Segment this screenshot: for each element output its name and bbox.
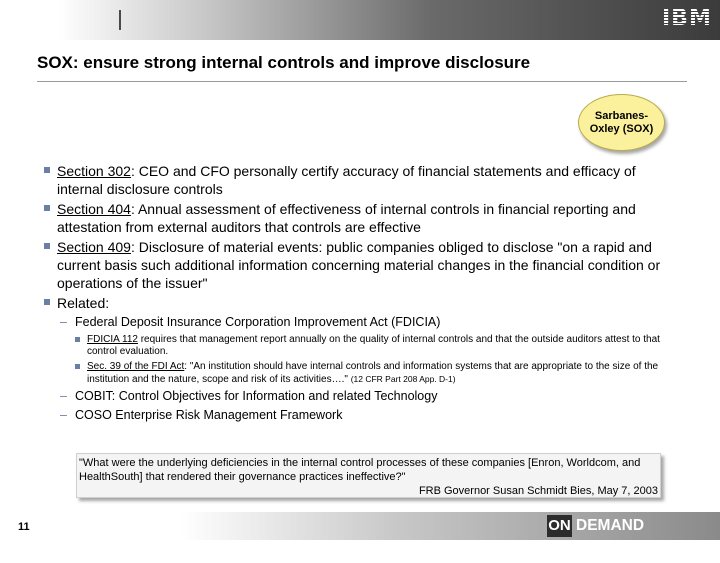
sox-badge (578, 94, 665, 151)
quote-attribution: FRB Governor Susan Schmidt Bies, May 7, 2003 (418, 485, 658, 497)
citation-text: (12 CFR Part 208 App. D-1) (350, 374, 456, 384)
page-number: 11 (18, 521, 30, 533)
sub-sub-bullet-text: : "An institution should have internal controls and information systems that are appropriate to the size of the institution and the nature, scope and risk of its activities…." (87, 361, 659, 385)
bullet-square-icon (44, 205, 50, 211)
quote-text: "What were the underlying deficiencies in the internal control processes of these companies [Enron, Worldcom, and HealthSouth] that rendered their governance practices ineffective?" (79, 457, 641, 483)
bullet-text: Related: (57, 295, 110, 311)
bullet-section-409 (44, 238, 684, 292)
bullet-square-icon (75, 337, 80, 342)
sub-bullet-coso (44, 407, 684, 424)
sub-sub-bullet-text: requires that management report annually on the quality of internal controls and that the outside auditors attest to that control evaluation. (87, 334, 660, 357)
badge-line-2: Oxley (SOX) (589, 123, 654, 135)
slide-title: SOX: ensure strong internal controls and improve disclosure (37, 53, 531, 72)
bullet-list (44, 162, 684, 424)
dash-icon: – (60, 389, 67, 403)
bullet-square-icon (75, 364, 80, 369)
on-demand-business-logo (576, 515, 720, 563)
link-section-302[interactable]: Section 302 (57, 163, 131, 179)
ibm-logo: IBM (662, 6, 712, 31)
header-divider (119, 10, 121, 30)
bullet-text: : Annual assessment of effectiveness of internal controls in financial reporting and attestation from external auditors that controls are effective (57, 201, 636, 235)
badge-line-1: Sarbanes- (594, 110, 649, 122)
sub-sub-bullet-fdicia-112 (44, 334, 676, 358)
bullet-text: : CEO and CFO personally certify accuracy of financial statements and efficacy of internal disclosure controls (57, 163, 636, 197)
brand-text: DEMAND BUSINESS (576, 517, 656, 561)
bullet-section-404 (44, 200, 684, 236)
sub-bullet-fdicia (44, 314, 684, 331)
bullet-related (44, 294, 684, 312)
bullet-square-icon (44, 167, 50, 173)
trademark-mark: ® (655, 543, 662, 552)
dash-icon: – (60, 315, 67, 329)
on-logo: ON (547, 515, 572, 537)
bullet-text: : Disclosure of material events: public companies obliged to disclose "on a rapid and current basis such additional information concerning material changes in the financial condition or operations of the issuer" (57, 239, 661, 291)
title-rule (37, 81, 687, 82)
sub-sub-bullet-fdi-act (44, 361, 676, 386)
bullet-square-icon (44, 243, 50, 249)
link-fdi-act-sec-39[interactable]: Sec. 39 of the FDI Act (87, 361, 185, 372)
sub-bullet-text: Federal Deposit Insurance Corporation Improvement Act (FDICIA) (75, 315, 441, 329)
link-fdicia-112[interactable]: FDICIA 112 (87, 334, 138, 345)
sub-bullet-text: COSO Enterprise Risk Management Framework (75, 408, 343, 422)
link-section-404[interactable]: Section 404 (57, 201, 131, 217)
link-section-409[interactable]: Section 409 (57, 239, 131, 255)
bullet-square-icon (44, 299, 50, 305)
header-band (0, 0, 720, 40)
sub-bullet-cobit (44, 388, 684, 405)
sub-bullet-text: COBIT: Control Objectives for Information and related Technology (75, 389, 438, 403)
bullet-section-302 (44, 162, 684, 198)
quote-box (76, 453, 661, 498)
dash-icon: – (60, 408, 67, 422)
